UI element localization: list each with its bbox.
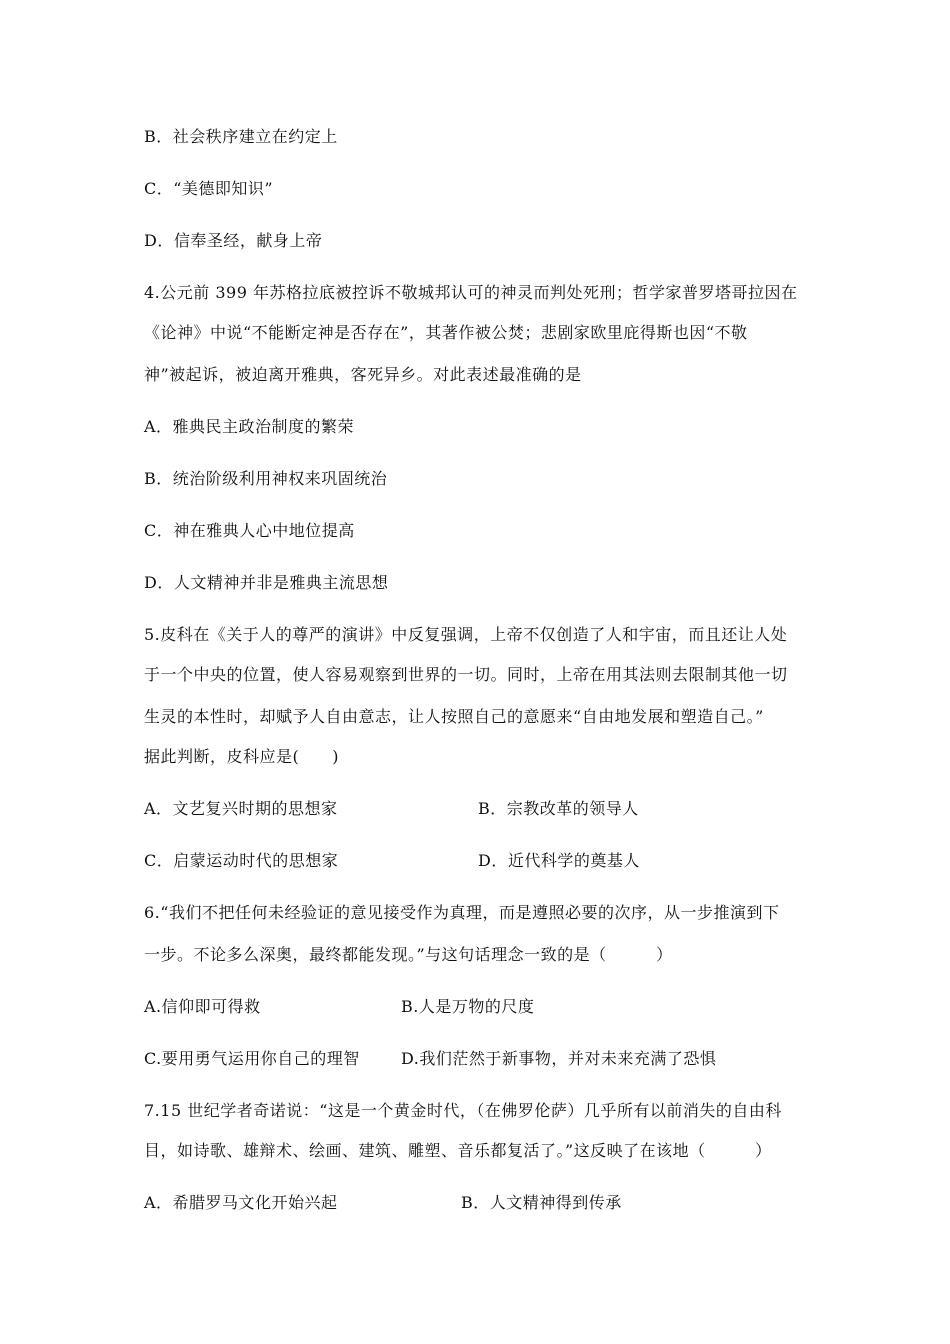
q6-option-b: B.人是万物的尺度: [401, 997, 535, 1016]
q5-stem-line-1: 5.皮科在《关于人的尊严的演讲》中反复强调，上帝不仅创造了人和宇宙，而且还让人处: [144, 625, 788, 644]
q4-stem-line-3: 神”被起诉，被迫离开雅典，客死异乡。对此表述最准确的是: [144, 365, 582, 384]
q5-stem-line-3: 生灵的本性时，却赋予人自由意志，让人按照自己的意愿来“自由地发展和塑造自己。”: [144, 707, 764, 726]
q4-stem-line-1: 4.公元前 399 年苏格拉底被控诉不敬城邦认可的神灵而判处死刑；哲学家普罗塔哥拉因在: [144, 283, 798, 302]
q3-option-d: D．信奉圣经，献身上帝: [144, 231, 323, 250]
q5-option-b: B．宗教改革的领导人: [478, 799, 639, 818]
q7-stem-line-2: 目，如诗歌、雄辩术、绘画、建筑、雕塑、音乐都复活了。”这反映了在该地（ ）: [144, 1141, 772, 1160]
q4-option-b: B．统治阶级利用神权来巩固统治: [144, 469, 388, 488]
q5-stem-line-4: 据此判断，皮科应是( ): [144, 747, 339, 766]
q6-option-a: A.信仰即可得救: [144, 997, 261, 1016]
q4-stem-line-2: 《论神》中说“不能断定神是否存在”，其著作被公焚；悲剧家欧里庇得斯也因“不敬: [144, 323, 748, 342]
q6-option-c: C.要用勇气运用你自己的理智: [144, 1049, 360, 1068]
q7-option-a: A．希腊罗马文化开始兴起: [144, 1193, 338, 1212]
q5-option-d: D．近代科学的奠基人: [478, 851, 640, 870]
q3-option-c: C．“美德即知识”: [144, 179, 274, 198]
q5-option-a: A．文艺复兴时期的思想家: [144, 799, 338, 818]
q6-option-d: D.我们茫然于新事物，并对未来充满了恐惧: [401, 1049, 717, 1068]
q5-stem-line-2: 于一个中央的位置，使人容易观察到世界的一切。同时，上帝在用其法则去限制其他一切: [144, 665, 788, 684]
q7-option-b: B．人文精神得到传承: [461, 1193, 622, 1212]
q7-stem-line-1: 7.15 世纪学者奇诺说：“这是一个黄金时代，（在佛罗伦萨）几乎所有以前消失的自由科: [144, 1101, 782, 1120]
q3-option-b: B．社会秩序建立在约定上: [144, 127, 338, 146]
q4-option-d: D．人文精神并非是雅典主流思想: [144, 573, 389, 592]
q6-stem-line-2: 一步。不论多么深奥，最终都能发现。”与这句话理念一致的是（ ）: [144, 945, 673, 964]
q4-option-a: A．雅典民主政治制度的繁荣: [144, 417, 355, 436]
q4-option-c: C．神在雅典人心中地位提高: [144, 521, 355, 540]
q6-stem-line-1: 6.“我们不把任何未经验证的意见接受作为真理，而是遵照必要的次序，从一步推演到下: [144, 903, 780, 922]
q5-option-c: C．启蒙运动时代的思想家: [144, 851, 339, 870]
